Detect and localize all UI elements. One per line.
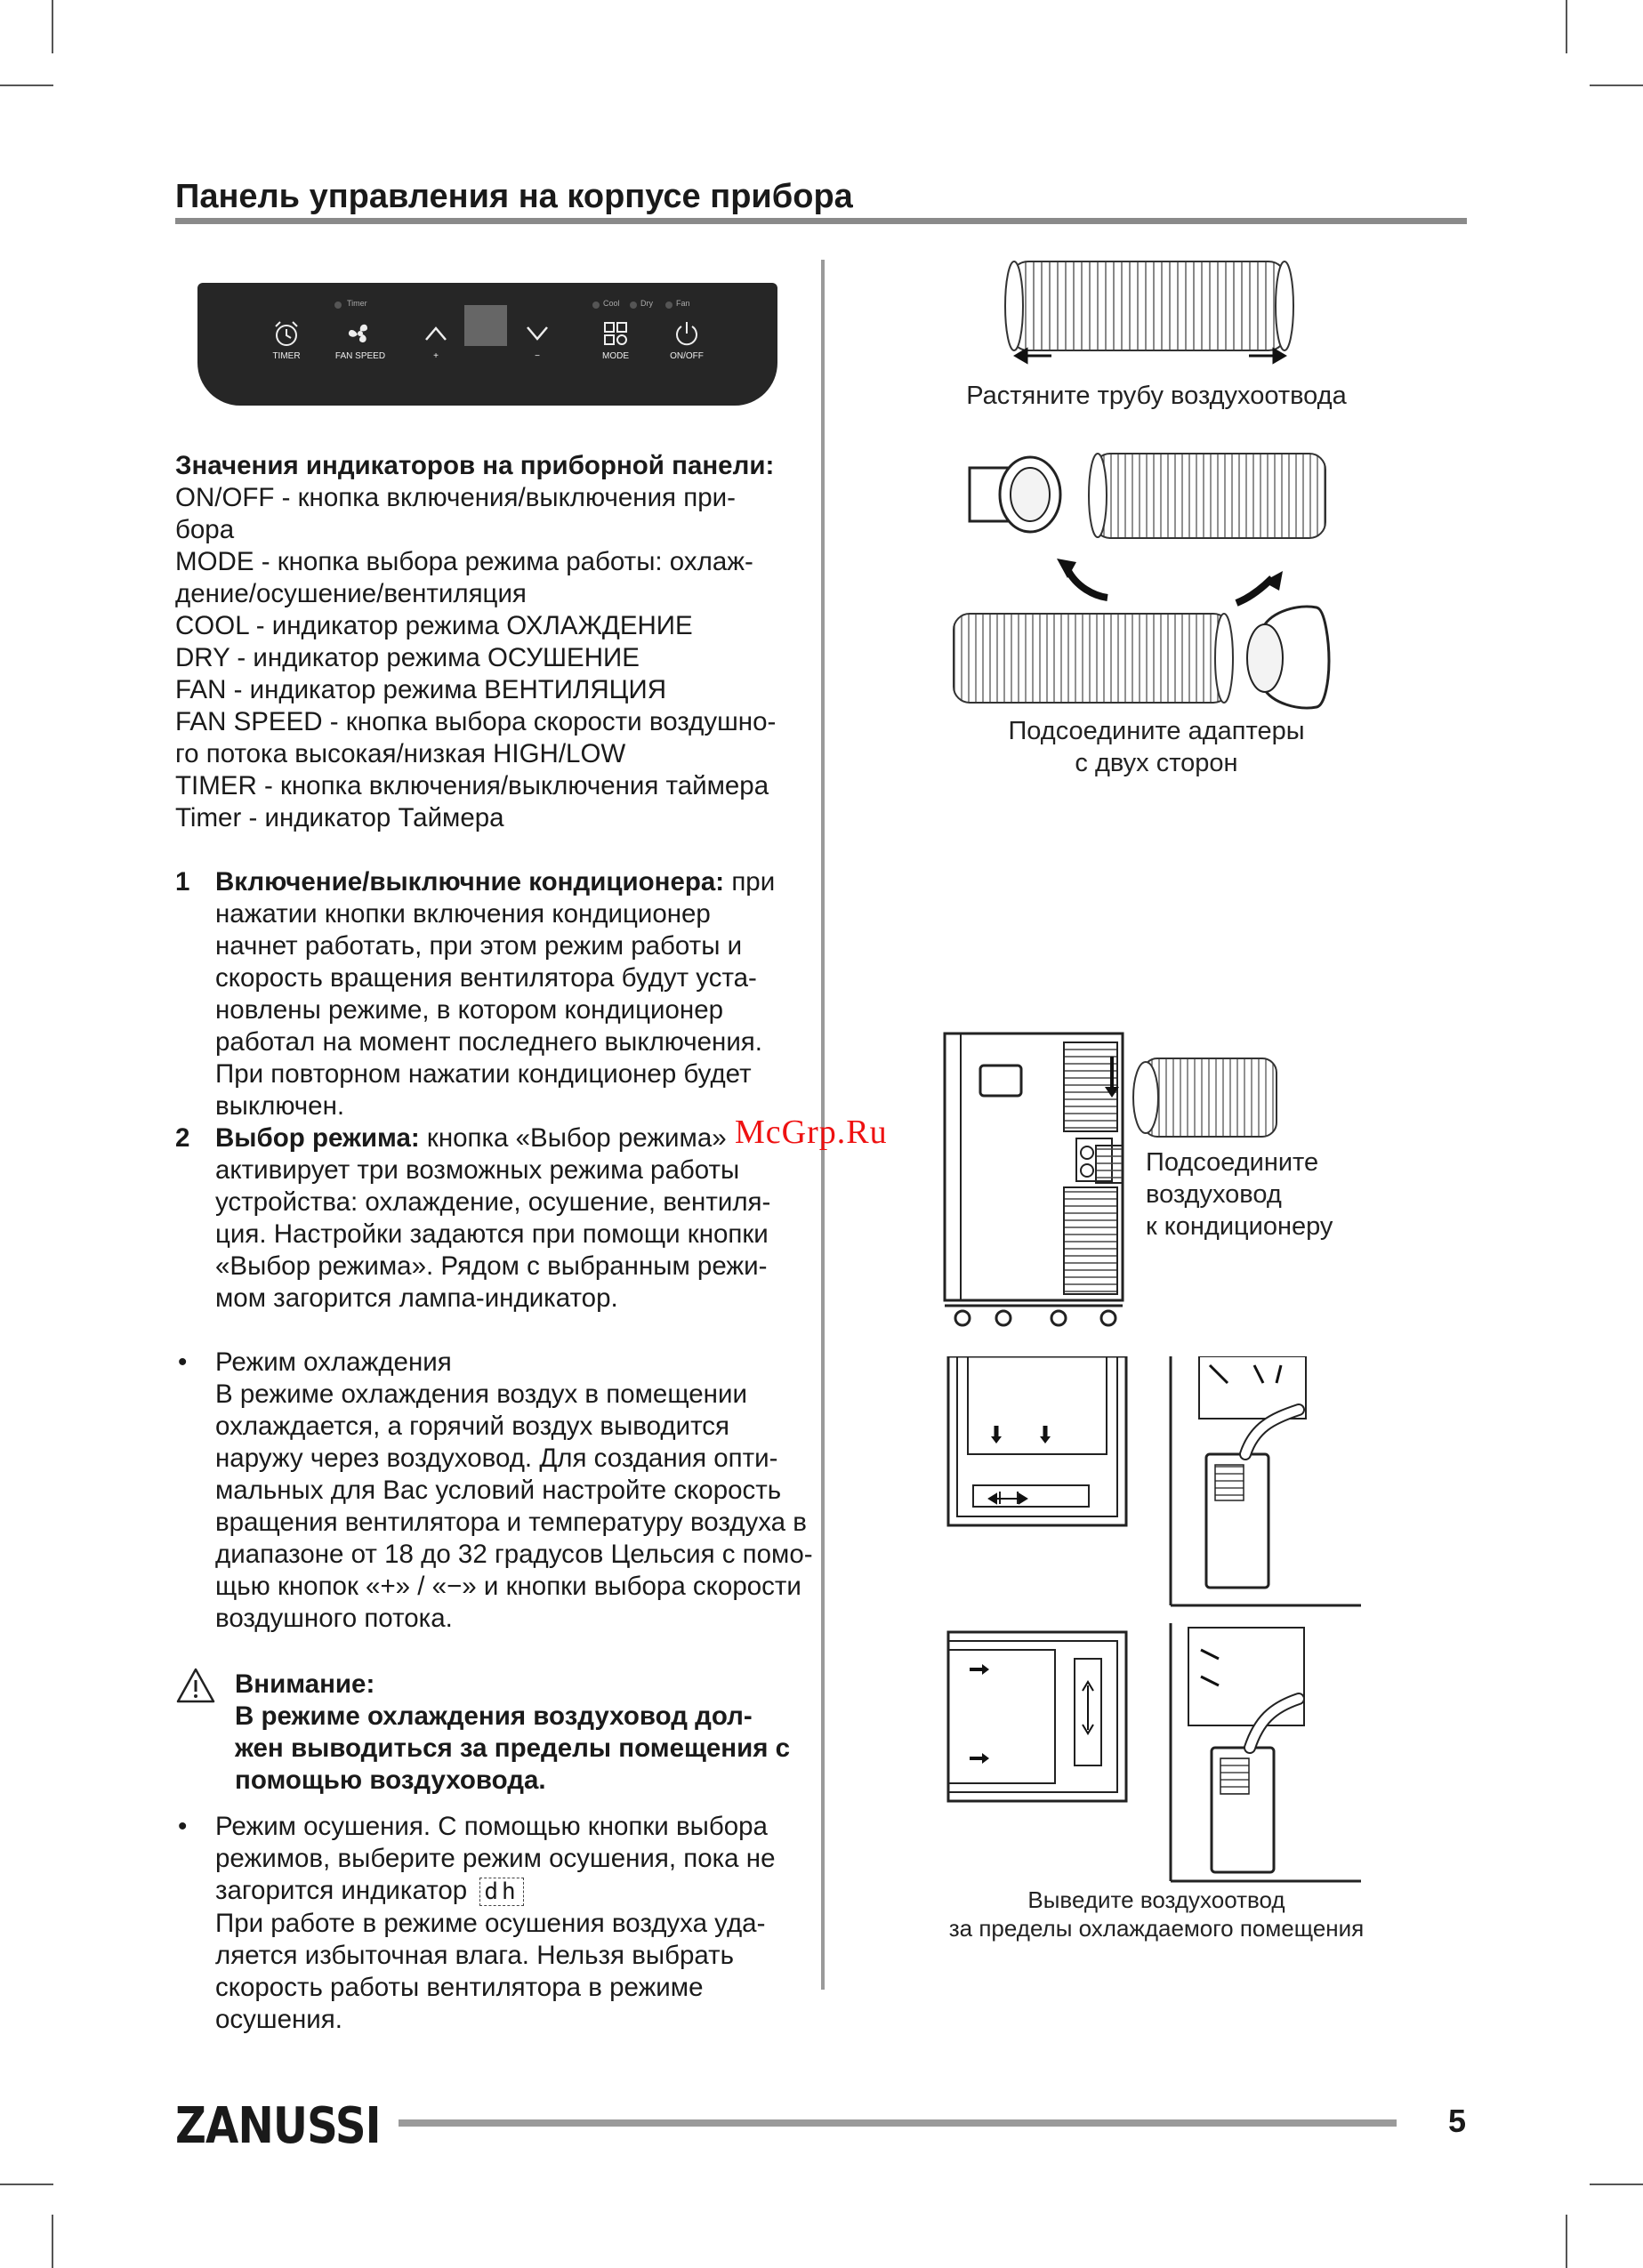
footer-rule: [399, 2119, 1397, 2127]
item-line: выключен.: [215, 1091, 345, 1121]
hose-adapters-illustration: [952, 445, 1370, 720]
power-icon: [672, 318, 702, 349]
connect-caption-line: Подсоедините: [1146, 1148, 1319, 1177]
chevron-down-icon: [522, 318, 552, 349]
page-number: 5: [1448, 2103, 1467, 2139]
indicator-line: MODE - кнопка выбора режима работы: охлаж-: [175, 547, 753, 576]
connect-caption-line: к кондиционеру: [1146, 1212, 1333, 1241]
mode-button-label: MODE: [602, 351, 629, 361]
drying-line: Режим осушения. С помощью кнопки выбора: [215, 1812, 768, 1841]
plus-button-label: +: [433, 351, 439, 361]
warning-title: Внимание:: [235, 1669, 375, 1699]
mode-icon: [600, 318, 631, 349]
item-number: 1: [175, 867, 190, 897]
list-item: [175, 1122, 816, 1315]
fan-indicator-label: Fan: [676, 299, 690, 308]
drying-line: загорится индикатор: [215, 1876, 468, 1905]
item-line: нажатии кнопки включения кондиционер: [215, 899, 711, 929]
indicator-line: DRY - индикатор режима ОСУШЕНИЕ: [175, 643, 640, 672]
cooling-mode-bullet: [175, 1347, 816, 1635]
drying-line: ляется избыточная влага. Нельзя выбрать: [215, 1941, 735, 1970]
cooling-title: Режим охлаждения: [215, 1347, 452, 1377]
item-first-line: кнопка «Выбор режима»: [419, 1123, 727, 1153]
indicator-line: FAN SPEED - кнопка выбора скорости воздушно-: [175, 707, 777, 736]
indicator-heading: Значения индикаторов на приборной панели:: [175, 451, 775, 480]
chevron-up-icon: [421, 318, 451, 349]
indicator-line: ON/OFF - кнопка включения/выключения при-: [175, 483, 736, 512]
crop-mark: [1590, 2184, 1643, 2185]
crop-mark: [0, 2184, 53, 2185]
item-number: 2: [175, 1123, 190, 1153]
item-line: устройства: охлаждение, осушение, вентиля-: [215, 1187, 771, 1217]
warning-line: помощью воздуховода.: [235, 1765, 546, 1795]
indicator-line: Timer - индикатор Таймера: [175, 803, 504, 832]
drying-line: режимов, выберите режим осушения, пока не: [215, 1844, 776, 1873]
timer-indicator-label: Timer: [347, 299, 367, 308]
page-title: Панель управления на корпусе прибора: [175, 178, 853, 215]
timer-button-label: TIMER: [272, 351, 301, 361]
drying-line: скорость работы вентилятора в режиме: [215, 1973, 704, 2002]
warning-line: В режиме охлаждения воздуховод дол-: [235, 1701, 753, 1731]
warning-line: жен выводиться за пределы помещения с: [235, 1733, 791, 1763]
cooling-line: охлаждается, а горячий воздух выводится: [215, 1411, 729, 1441]
alarm-clock-icon: [271, 318, 302, 349]
crop-mark: [1566, 0, 1567, 53]
window-kit-illustration: [943, 1356, 1370, 1890]
minus-button[interactable]: [519, 318, 555, 361]
indicator-line: COOL - индикатор режима ОХЛАЖДЕНИЕ: [175, 611, 693, 640]
cool-led: [592, 302, 600, 309]
temperature-display: [464, 305, 507, 346]
drying-line: При работе в режиме осушения воздуха уда-: [215, 1909, 766, 1938]
power-button-label: ON/OFF: [670, 351, 704, 361]
connect-caption: [1146, 1146, 1359, 1243]
cooling-line: воздушного потока.: [215, 1604, 453, 1633]
cool-indicator-label: Cool: [603, 299, 620, 308]
cooling-line: диапазоне от 18 до 32 градусов Цельсия с помо-: [215, 1540, 813, 1569]
outlet-caption-line: Выведите воздухоотвод: [1027, 1886, 1285, 1913]
brand-logo: ZANUSSI: [175, 2097, 381, 2155]
warning-icon: [175, 1667, 216, 1704]
item-line: ция. Настройки задаются при помощи кнопки: [215, 1219, 769, 1249]
indicator-line: FAN - индикатор режима ВЕНТИЛЯЦИЯ: [175, 675, 667, 704]
mode-button[interactable]: [589, 318, 642, 361]
stretched-hose-illustration: [998, 256, 1301, 372]
item-line: активирует три возможных режима работы: [215, 1155, 740, 1185]
cooling-line: В режиме охлаждения воздух в помещении: [215, 1379, 747, 1409]
crop-mark: [52, 0, 53, 53]
stretch-caption: Растяните трубу воздухоотвода: [966, 382, 1347, 410]
indicator-line: го потока высокая/низкая HIGH/LOW: [175, 739, 626, 768]
item-line: скорость вращения вентилятора будут уста-: [215, 963, 757, 993]
item-title: Выбор режима:: [215, 1123, 420, 1153]
adapters-caption-line: Подсоедините адаптеры: [1008, 717, 1305, 745]
fan-led: [665, 302, 673, 309]
warning-block: [235, 1669, 804, 1797]
item-line: начнет работать, при этом режим работы и: [215, 931, 743, 961]
item-line: «Выбор режима». Рядом с выбранным режи-: [215, 1251, 768, 1281]
cooling-line: щью кнопок «+» / «−» и кнопки выбора скорости: [215, 1572, 801, 1601]
crop-mark: [1566, 2215, 1567, 2268]
watermark: McGrp.Ru: [735, 1114, 888, 1151]
indicator-meanings: [175, 450, 816, 834]
item-line: работал на момент последнего выключения.: [215, 1027, 762, 1057]
bullet: •: [178, 1347, 188, 1377]
crop-mark: [52, 2215, 53, 2268]
indicator-line: бора: [175, 515, 235, 544]
drying-line: осушения.: [215, 2005, 342, 2034]
control-panel: [197, 283, 777, 406]
crop-mark: [0, 84, 53, 86]
cooling-line: наружу через воздуховод. Для создания опти-: [215, 1444, 778, 1473]
timer-button[interactable]: [260, 318, 313, 361]
indicator-line: дение/осушение/вентиляция: [175, 579, 527, 608]
item-line: мом загорится лампа-индикатор.: [215, 1283, 618, 1313]
fan-speed-button[interactable]: [325, 318, 396, 361]
indicator-line: TIMER - кнопка включения/выключения таймера: [175, 771, 769, 800]
bullet: •: [178, 1812, 188, 1841]
outlet-caption: [907, 1886, 1405, 1942]
item-line: При повторном нажатии кондиционер будет: [215, 1059, 752, 1089]
plus-button[interactable]: [418, 318, 454, 361]
fan-speed-button-label: FAN SPEED: [334, 351, 386, 361]
list-item: [175, 866, 816, 1122]
fan-icon: [345, 318, 375, 349]
cooling-line: вращения вентилятора и температуру воздуха в: [215, 1508, 807, 1537]
adapters-caption-line: с двух сторон: [1075, 749, 1238, 777]
item-first-line: при: [724, 867, 776, 897]
cooling-line: мальных для Вас условий настройте скорость: [215, 1476, 782, 1505]
dry-led: [630, 302, 637, 309]
item-line: новлены режиме, в котором кондиционер: [215, 995, 724, 1025]
power-button[interactable]: [660, 318, 713, 361]
crop-mark: [1590, 84, 1643, 86]
title-rule: [175, 218, 1467, 224]
adapters-caption: [934, 715, 1379, 779]
item-title: Включение/выключние кондиционера:: [215, 867, 725, 897]
drying-mode-bullet: [175, 1811, 816, 2036]
dry-indicator-symbol: dh: [479, 1878, 523, 1906]
minus-button-label: −: [535, 351, 540, 361]
timer-led: [334, 302, 342, 309]
connect-caption-line: воздуховод: [1146, 1180, 1282, 1209]
dry-indicator-label: Dry: [640, 299, 653, 308]
outlet-caption-line: за пределы охлаждаемого помещения: [948, 1915, 1365, 1942]
